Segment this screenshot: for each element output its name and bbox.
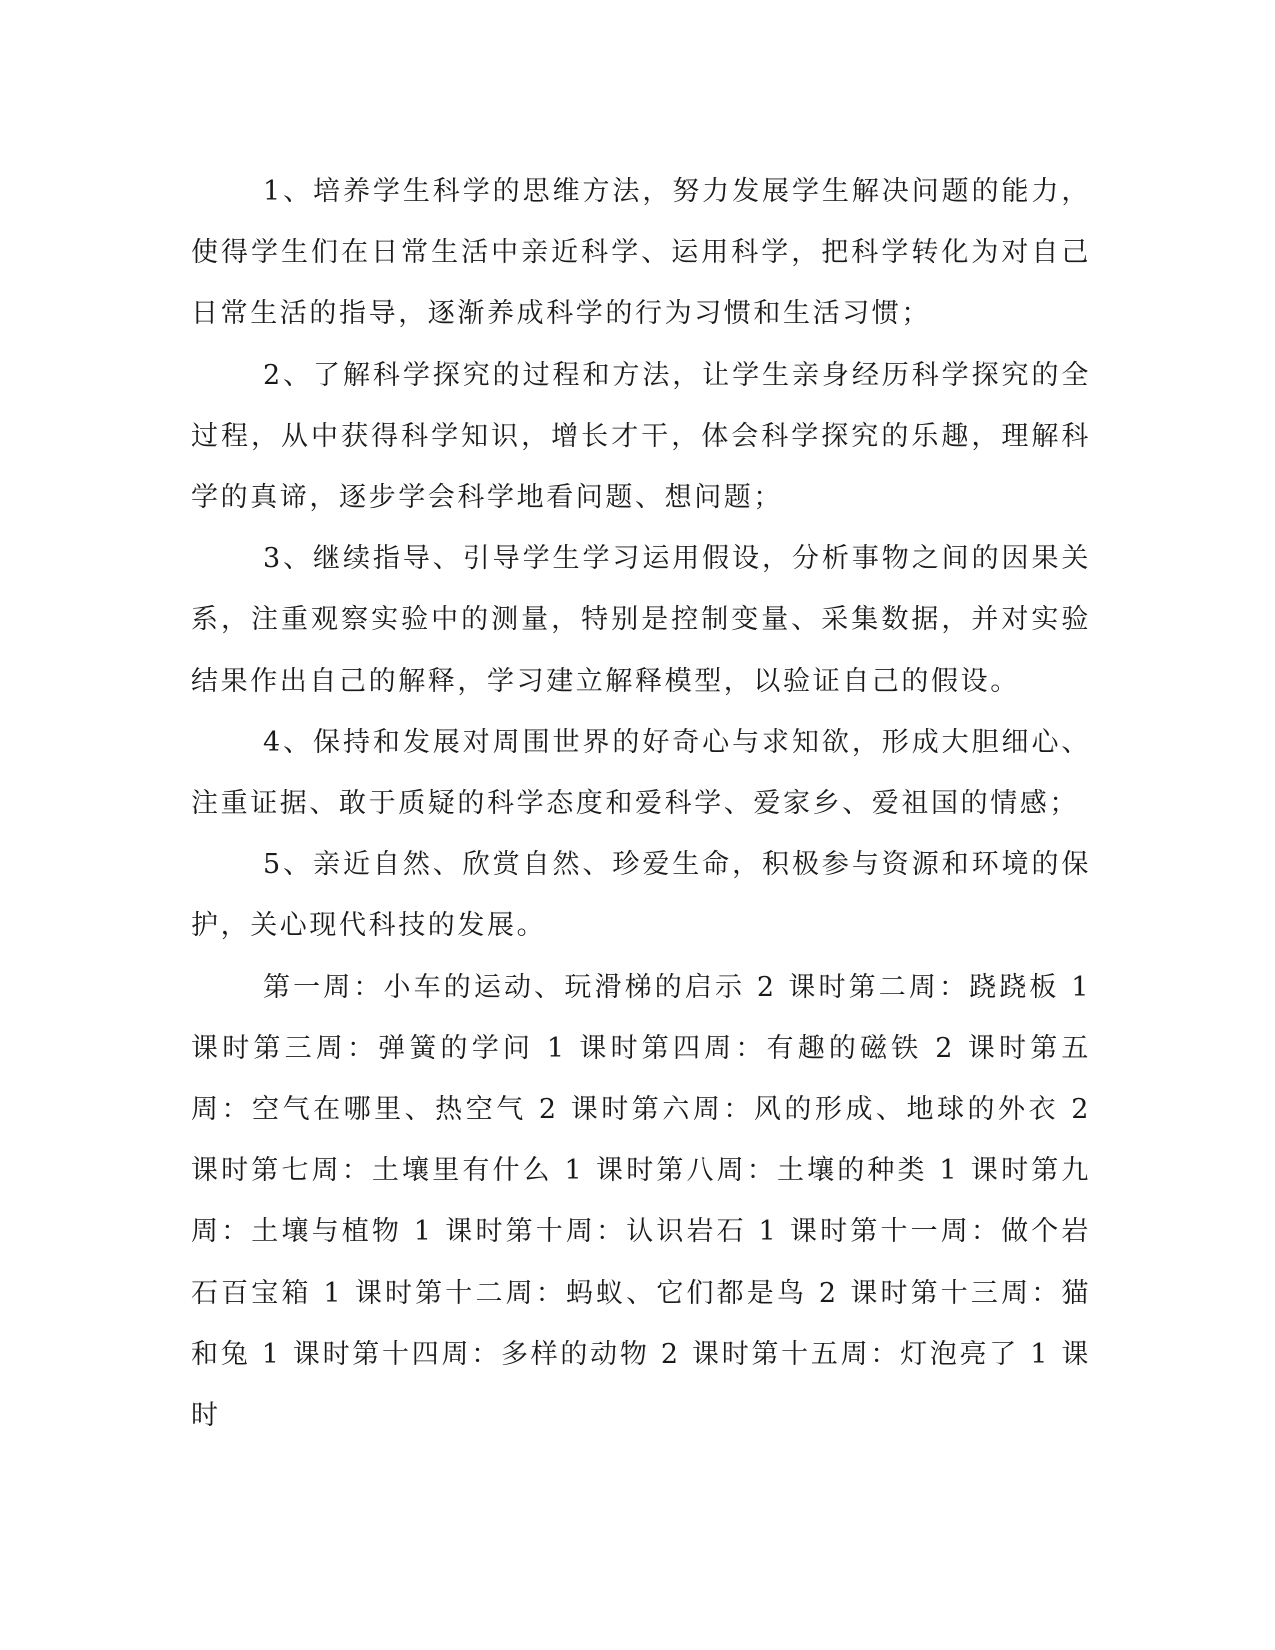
paragraph-goal-1: 1、培养学生科学的思维方法，努力发展学生解决问题的能力，使得学生们在日常生活中亲近科学、运用科学，把科学转化为对自己日常生活的指导，逐渐养成科学的行为习惯和生活习惯； bbox=[191, 176, 1091, 330]
paragraph-goal-5: 5、亲近自然、欣赏自然、珍爱生命，积极参与资源和环境的保护，关心现代科技的发展。 bbox=[191, 849, 1091, 942]
paragraph-goal-4: 4、保持和发展对周围世界的好奇心与求知欲，形成大胆细心、注重证据、敢于质疑的科学态度和爱科学、爱家乡、爱祖国的情感； bbox=[191, 726, 1091, 820]
paragraph-goal-3: 3、继续指导、引导学生学习运用假设，分析事物之间的因果关系，注重观察实验中的测量，特别是控制变量、采集数据，并对实验结果作出自己的解释，学习建立解释模型，以验证自己的假设。 bbox=[191, 543, 1091, 697]
paragraph-weekly-schedule: 第一周：小车的运动、玩滑梯的启示 2 课时第二周：跷跷板 1 课时第三周：弹簧的学问 1 课时第四周：有趣的磁铁 2 课时第五周：空气在哪里、热空气 2 课时第六周：风的形成、地球的外衣 2 课时第七周：土壤里有什么 1 课时第八周：土壤的种类 1 课时第九周：土壤与植物 1 课时第十周：认识岩石 1 课时第十一周：做个岩石百宝箱 1 课时第十二周：蚂蚁、它们都是鸟 2 课时第十三周：猫和兔 1 课时第十四周：多样的动物 2 课时第十五周：灯泡亮了 1 课时 bbox=[191, 971, 1091, 1432]
paragraph-goal-2: 2、了解科学探究的过程和方法，让学生亲身经历科学探究的全过程，从中获得科学知识，增长才干，体会科学探究的乐趣，理解科学的真谛，逐步学会科学地看问题、想问题； bbox=[191, 359, 1091, 514]
document-body bbox=[191, 161, 1091, 1446]
